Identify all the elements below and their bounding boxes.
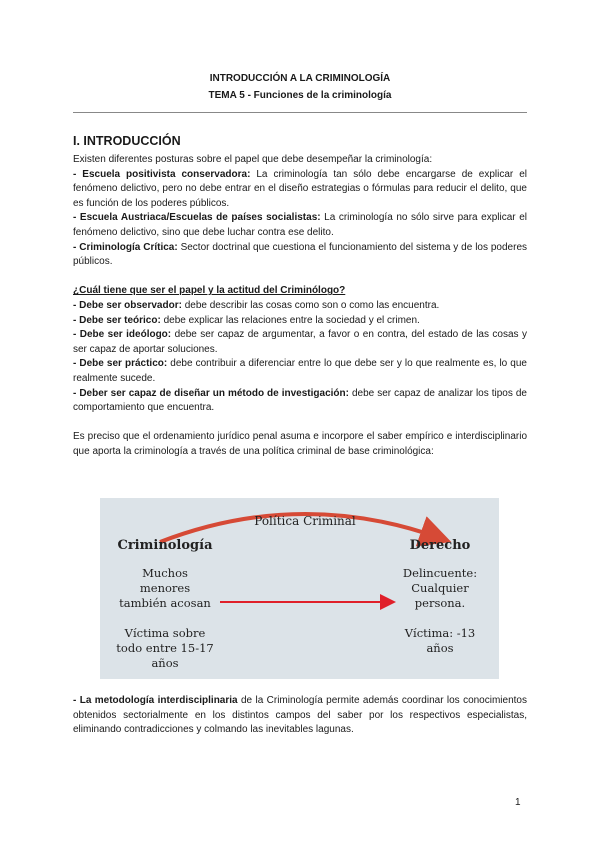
header-divider [73, 112, 527, 113]
document-subtitle: TEMA 5 - Funciones de la criminología [208, 90, 392, 101]
left-text-5: todo entre 15-17 [116, 641, 214, 655]
left-text-3: también acosan [119, 596, 211, 610]
left-title: Criminología [117, 538, 213, 553]
left-text-1: Muchos [142, 566, 188, 580]
left-text-2: menores [139, 581, 191, 595]
document-title: INTRODUCCIÓN A LA CRIMINOLOGÍA [209, 73, 391, 84]
right-text-5: años [426, 641, 454, 655]
posture-item: - Escuela Austriaca/Escuelas de países socialistas: La criminología no sólo sirve para explicar el fenómeno delictivo, sino que debe luchar contra ese delito. [73, 212, 527, 238]
role-item: - Debe ser observador: debe describir las cosas como son o como las encuentra. [73, 299, 440, 311]
left-text-6: años [151, 656, 179, 670]
document-page [73, 70, 527, 459]
role-item: - Debe ser práctico: debe contribuir a diferenciar entre lo que debe ser y lo que realmente es, lo que realmente sucede. [73, 358, 527, 384]
role-item: - Debe ser teórico: debe explicar las relaciones entre la sociedad y el crimen. [73, 314, 420, 326]
policy-figure [100, 498, 499, 679]
role-item: - Deber ser capaz de diseñar un método de investigación: debe ser capaz de analizar los tipos de comportamiento que encuentra. [73, 387, 527, 414]
arc-label: Política Criminal [254, 514, 356, 528]
section-heading: I. INTRODUCCIÓN [73, 134, 181, 148]
posture-item: - Escuela positivista conservadora: La criminología tan sólo debe encargarse de explicar el fenómeno delictivo, pero no debe entrar en el diseño estrategias o fórmulas para reducir el delito, que es función de los poderes públicos. [73, 168, 527, 209]
role-item: - Debe ser ideólogo: debe ser capaz de argumentar, a favor o en contra, del estado de las cosas y ser capaz de aportar soluciones. [73, 329, 527, 355]
body-paragraph: Es preciso que el ordenamiento jurídico penal asuma e incorpore el saber empírico e interdisciplinario que aporta la criminología a través de una política criminal de base criminológica: [73, 431, 527, 457]
closing-paragraph: - La metodología interdisciplinaria de la Criminología permite además coordinar los conocimientos obtenidos sectorialmente en los distintos campos del saber por los respectivos especialistas, eliminando contradicciones y colmando las inevitables lagunas. [73, 695, 527, 736]
right-text-2: Cualquier [411, 581, 469, 595]
right-text-1: Delincuente: [402, 566, 478, 580]
left-text-4: Víctima sobre [124, 626, 206, 640]
page-number: 1 [515, 797, 521, 808]
closing-block [73, 694, 527, 738]
intro-text: Existen diferentes posturas sobre el papel que debe desempeñar la criminología: [73, 154, 433, 165]
question-heading: ¿Cuál tiene que ser el papel y la actitud del Criminólogo? [73, 285, 346, 297]
right-text-3: persona. [414, 596, 466, 610]
posture-item: - Criminología Crítica: Sector doctrinal que cuestiona el funcionamiento del sistema y de los poderes públicos. [73, 241, 528, 268]
right-text-4: Víctima: -13 [404, 626, 476, 640]
right-title: Derecho [409, 538, 471, 553]
